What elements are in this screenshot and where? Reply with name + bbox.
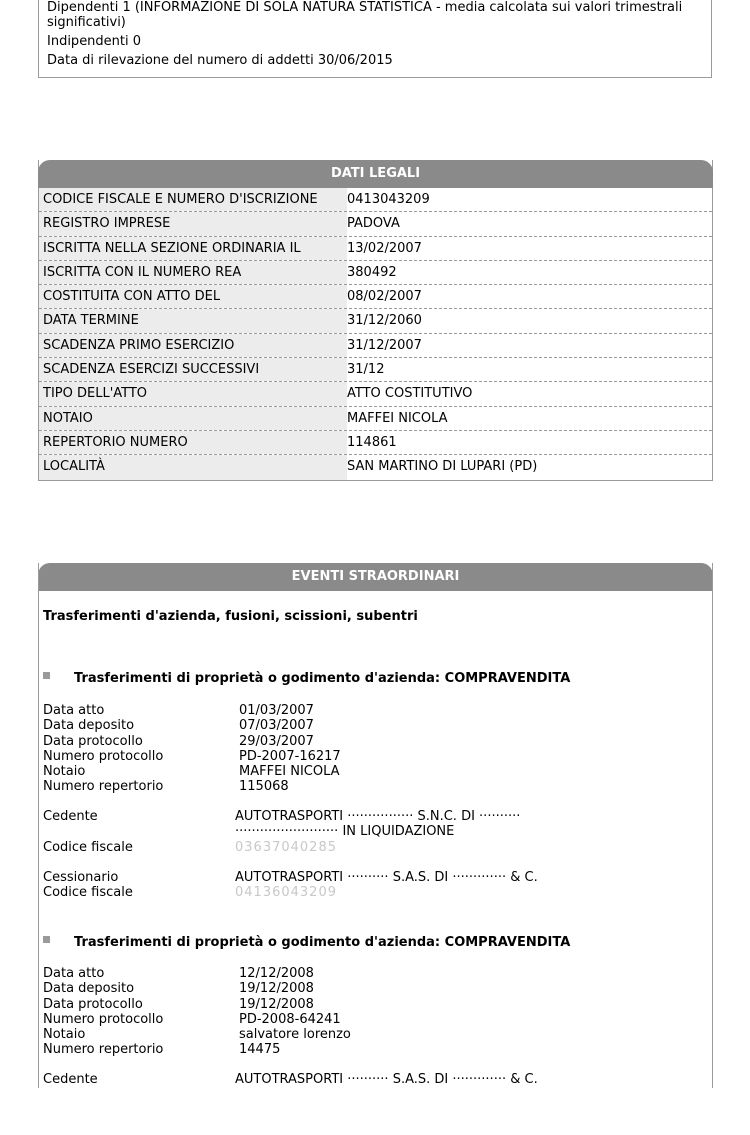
- cedente-value-cont: ························· IN LIQUIDAZIONE: [235, 824, 455, 840]
- field-value: 29/03/2007: [239, 733, 314, 749]
- cedente-label: Cedente: [43, 809, 98, 824]
- field-label: Data atto: [43, 703, 105, 718]
- field-value: 115068: [239, 779, 289, 795]
- dipendenti-text: [47, 0, 703, 30]
- codice-fiscale-value: 04136043209: [235, 885, 337, 901]
- field-label: Data protocollo: [43, 996, 143, 1012]
- legal-row-value: PADOVA: [347, 216, 400, 232]
- legal-row: [39, 407, 712, 431]
- cedente-label: Cedente: [43, 1072, 98, 1087]
- field-value: 01/03/2007: [239, 703, 314, 718]
- field-label: Data protocollo: [43, 733, 143, 749]
- cedente-value: AUTOTRASPORTI ················ S.N.C. DI ··········: [235, 809, 521, 824]
- eventi-straordinari-panel: [38, 563, 713, 1088]
- legal-row-label: SCADENZA ESERCIZI SUCCESSIVI: [39, 358, 347, 381]
- legal-row: [39, 431, 712, 455]
- field-label: Notaio: [43, 764, 86, 780]
- dipendenti-line1: Dipendenti 1 (INFORMAZIONE DI SOLA NATURA STATISTICA - media calcolata sui valori trimestrali: [47, 0, 683, 15]
- codice-fiscale-label: Codice fiscale: [43, 839, 133, 855]
- field-value: MAFFEI NICOLA: [239, 764, 340, 780]
- block-heading-text: Trasferimenti di proprietà o godimento d'azienda: COMPRAVENDITA: [74, 935, 571, 950]
- field-value: 12/12/2008: [239, 966, 314, 981]
- legal-row: [39, 382, 712, 406]
- legal-row-label: ISCRITTA NELLA SEZIONE ORDINARIA IL: [39, 237, 347, 260]
- bullet-square-icon: [43, 936, 50, 943]
- field-value: 19/12/2008: [239, 996, 314, 1012]
- field-value: PD-2008-64241: [239, 1011, 341, 1027]
- legal-row-value: 31/12: [347, 362, 385, 378]
- field-label: Data deposito: [43, 981, 135, 997]
- cessionario-value: AUTOTRASPORTI ·········· S.A.S. DI ············· & C.: [235, 870, 538, 885]
- legal-row-value: 0413043209: [347, 192, 430, 207]
- block-heading: [43, 935, 570, 950]
- legal-row-label: COSTITUITA CON ATTO DEL: [39, 285, 347, 308]
- dati-legali-table: [39, 188, 712, 480]
- field-label: Numero repertorio: [43, 1042, 164, 1058]
- section-title: Trasferimenti d'azienda, fusioni, scissioni, subentri: [43, 609, 418, 624]
- legal-row: [39, 309, 712, 333]
- field-label: Numero repertorio: [43, 779, 164, 795]
- codice-fiscale-label: Codice fiscale: [43, 885, 133, 901]
- legal-row-value: 380492: [347, 264, 397, 280]
- legal-row-value: 114861: [347, 434, 397, 450]
- legal-row-value: MAFFEI NICOLA: [347, 410, 448, 426]
- indipendenti-text: Indipendenti 0: [47, 34, 142, 49]
- legal-row-label: SCADENZA PRIMO ESERCIZIO: [39, 334, 347, 357]
- legal-row-label: REGISTRO IMPRESE: [39, 212, 347, 235]
- bullet-square-icon: [43, 672, 50, 679]
- legal-row-value: 31/12/2060: [347, 313, 422, 329]
- field-label: Numero protocollo: [43, 748, 164, 764]
- cessionario-label: Cessionario: [43, 870, 119, 885]
- block-heading-text: Trasferimenti di proprietà o godimento d'azienda: COMPRAVENDITA: [74, 671, 571, 686]
- dati-legali-panel: [38, 160, 713, 481]
- legal-row-label: ISCRITTA CON IL NUMERO REA: [39, 261, 347, 284]
- legal-row: [39, 188, 712, 212]
- legal-row: [39, 358, 712, 382]
- data-rilevazione-text: Data di rilevazione del numero di addetti 30/06/2015: [47, 53, 393, 68]
- field-label: Numero protocollo: [43, 1011, 164, 1027]
- field-label: Notaio: [43, 1027, 86, 1043]
- legal-row-value: SAN MARTINO DI LUPARI (PD): [347, 459, 538, 475]
- legal-row-label: LOCALITÀ: [39, 455, 347, 479]
- legal-row: [39, 334, 712, 358]
- cedente-value: AUTOTRASPORTI ·········· S.A.S. DI ············· & C.: [235, 1072, 538, 1087]
- field-value: 14475: [239, 1042, 281, 1058]
- legal-row: [39, 212, 712, 236]
- legal-row-value: ATTO COSTITUTIVO: [347, 386, 473, 402]
- field-value: PD-2007-16217: [239, 748, 341, 764]
- dati-legali-title: DATI LEGALI: [38, 160, 713, 188]
- dipendenti-line2: significativi): [47, 15, 126, 30]
- legal-row-label: REPERTORIO NUMERO: [39, 431, 347, 454]
- legal-row-value: 13/02/2007: [347, 240, 422, 256]
- field-value: 19/12/2008: [239, 981, 314, 997]
- legal-row-label: NOTAIO: [39, 407, 347, 430]
- legal-row: [39, 237, 712, 261]
- field-label: Data deposito: [43, 718, 135, 734]
- employees-box: [38, 0, 712, 78]
- field-value: 07/03/2007: [239, 718, 314, 734]
- legal-row-value: 31/12/2007: [347, 337, 422, 353]
- legal-row: [39, 285, 712, 309]
- legal-row-label: DATA TERMINE: [39, 309, 347, 332]
- codice-fiscale-value: 03637040285: [235, 839, 337, 855]
- legal-row-label: TIPO DELL'ATTO: [39, 382, 347, 405]
- block-heading: [43, 671, 570, 686]
- legal-row-value: 08/02/2007: [347, 289, 422, 305]
- eventi-straordinari-title: EVENTI STRAORDINARI: [38, 563, 713, 591]
- legal-row-label: CODICE FISCALE E NUMERO D'ISCRIZIONE: [39, 188, 347, 211]
- legal-row: [39, 261, 712, 285]
- field-label: Data atto: [43, 966, 105, 981]
- field-value: salvatore lorenzo: [239, 1027, 351, 1043]
- legal-row: [39, 455, 712, 479]
